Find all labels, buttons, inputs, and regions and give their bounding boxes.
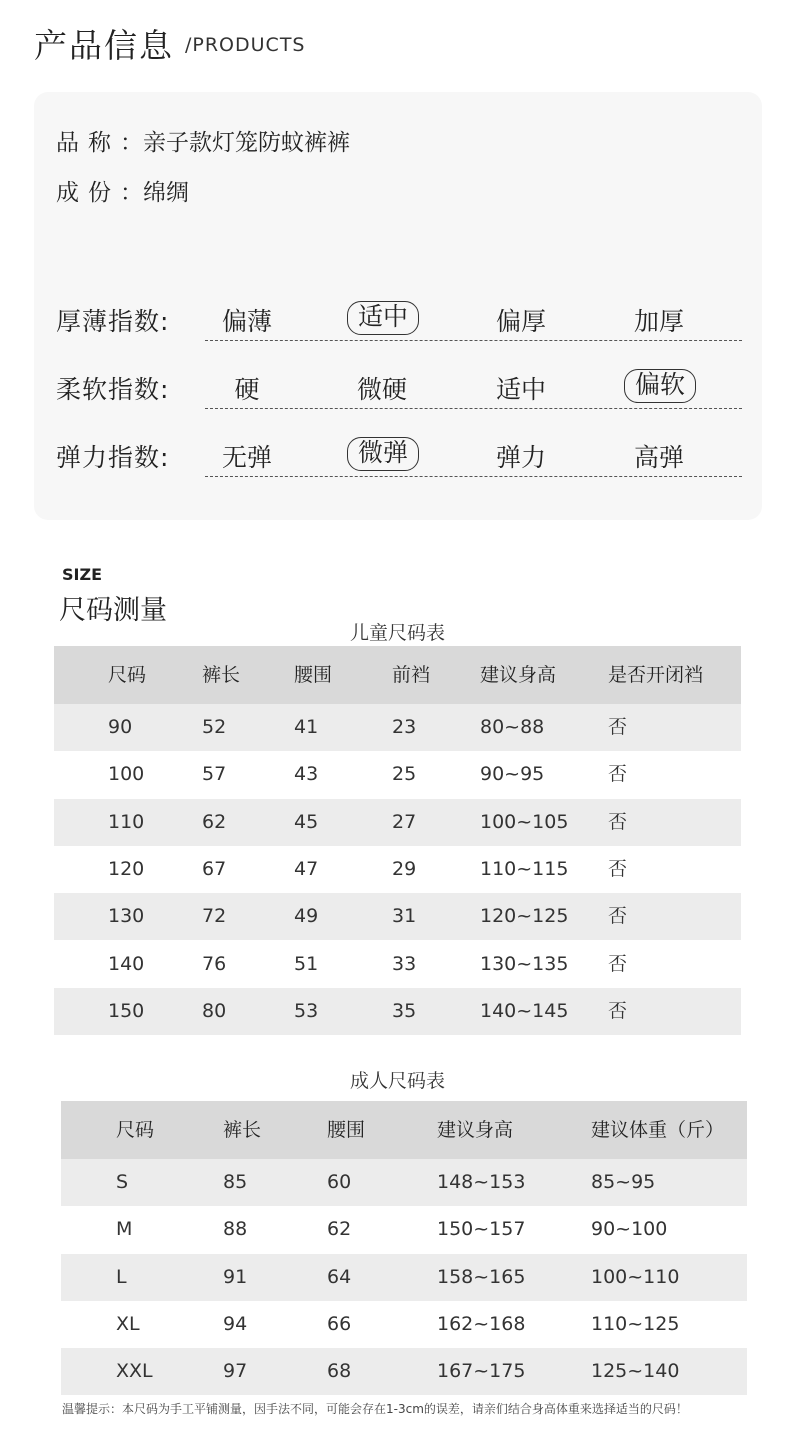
table-cell: 否: [608, 857, 628, 880]
page-subtitle: /PRODUCTS: [185, 34, 306, 56]
index-option: 微硬: [356, 375, 407, 404]
table-cell: 130: [108, 905, 145, 928]
table-cell: 140: [108, 952, 145, 975]
page-title: 产品信息: [34, 26, 174, 65]
dashed-divider: [205, 476, 742, 477]
table-cell: 49: [294, 905, 319, 928]
table-cell: 140~145: [480, 999, 569, 1022]
table-row: [61, 1301, 747, 1348]
table-cell: 52: [202, 716, 227, 738]
table-cell: 80: [202, 999, 227, 1022]
table-cell: 158~165: [437, 1265, 526, 1288]
table-cell: L: [116, 1265, 127, 1288]
table-cell: 45: [294, 810, 319, 833]
table-cell: 100~105: [480, 810, 569, 833]
table-row: [61, 1206, 747, 1253]
table-row: [61, 1348, 747, 1395]
index-option-selected: 适中: [347, 301, 419, 335]
index-option-selected: 微弹: [347, 437, 419, 471]
material-value: ：绵绸: [120, 180, 189, 206]
table-cell: 33: [392, 952, 417, 975]
table-cell: 167~175: [437, 1360, 526, 1383]
table-cell: 150: [108, 999, 145, 1022]
table-cell: 否: [608, 763, 628, 786]
table-cell: 76: [202, 952, 227, 975]
table-cell: 90~100: [591, 1218, 668, 1241]
dashed-divider: [205, 408, 742, 409]
adult-table-title: 成人尺码表: [349, 1070, 445, 1092]
index-option: 偏厚: [495, 307, 546, 336]
table-cell: 53: [294, 999, 319, 1022]
table-cell: 23: [392, 716, 417, 738]
kids-table-title: 儿童尺码表: [349, 622, 445, 644]
table-cell: 85~95: [591, 1171, 656, 1193]
index-option: 偏薄: [221, 307, 272, 336]
table-row: [54, 988, 741, 1035]
table-cell: 120~125: [480, 905, 569, 928]
table-cell: 162~168: [437, 1312, 526, 1335]
table-row: [54, 704, 741, 751]
table-header-cell: 尺码: [116, 1119, 155, 1141]
table-cell: 90~95: [480, 763, 545, 786]
index-label: 柔软指数:: [56, 375, 170, 404]
table-header-cell: 尺码: [108, 664, 147, 686]
table-cell: 110~115: [480, 857, 569, 880]
table-header-cell: 建议体重（斤）: [591, 1119, 725, 1141]
table-cell: 125~140: [591, 1360, 680, 1383]
table-cell: 60: [327, 1171, 352, 1193]
table-header-cell: 建议身高: [437, 1119, 514, 1141]
product-name-line: [56, 124, 350, 157]
table-cell: 31: [392, 905, 417, 928]
table-cell: 47: [294, 857, 319, 880]
table-header-cell: 前裆: [392, 664, 431, 686]
table-cell: 64: [327, 1265, 352, 1288]
table-cell: 110: [108, 810, 145, 833]
table-row: [54, 751, 741, 798]
table-header-cell: 建议身高: [480, 664, 557, 686]
table-header-cell: 腰围: [327, 1119, 366, 1141]
table-cell: 否: [608, 999, 628, 1022]
table-cell: 94: [223, 1312, 248, 1335]
material-line: [56, 174, 189, 207]
table-cell: 否: [608, 952, 628, 975]
table-cell: 110~125: [591, 1312, 680, 1335]
table-cell: 66: [327, 1312, 352, 1335]
index-option: 弹力: [495, 443, 546, 472]
table-cell: 67: [202, 857, 227, 880]
measurement-note: 温馨提示：本尺码为手工平铺测量，因手法不同，可能会存在1-3cm的误差，请亲们结合身高体重来选择适当的尺码！: [62, 1402, 688, 1416]
product-name-value: ：亲子款灯笼防蚊裤裤: [120, 130, 350, 156]
table-cell: S: [116, 1171, 129, 1193]
table-cell: 97: [223, 1360, 248, 1383]
table-cell: 85: [223, 1171, 248, 1193]
table-cell: 91: [223, 1265, 248, 1288]
index-label: 弹力指数:: [56, 443, 170, 472]
table-header-cell: 是否开闭裆: [608, 664, 704, 686]
product-name-label: 品称: [56, 130, 120, 156]
table-cell: 25: [392, 763, 417, 786]
table-row: [61, 1254, 747, 1301]
table-header-row: [54, 646, 741, 704]
table-row: [54, 799, 741, 846]
index-label: 厚薄指数:: [56, 307, 170, 336]
table-header-cell: 腰围: [294, 664, 333, 686]
table-cell: M: [116, 1218, 133, 1241]
table-cell: 120: [108, 857, 145, 880]
table-cell: 41: [294, 716, 319, 738]
table-row: [54, 893, 741, 940]
table-cell: 80~88: [480, 716, 545, 738]
table-cell: XL: [116, 1312, 140, 1335]
table-cell: 100~110: [591, 1265, 680, 1288]
size-label-cn: 尺码测量: [59, 595, 167, 626]
table-cell: 68: [327, 1360, 352, 1383]
table-cell: 否: [608, 905, 628, 928]
table-cell: 130~135: [480, 952, 569, 975]
table-cell: 100: [108, 763, 145, 786]
size-label-en: SIZE: [62, 565, 103, 584]
material-label: 成份: [56, 180, 120, 206]
table-cell: 57: [202, 763, 227, 786]
table-cell: 62: [327, 1218, 352, 1241]
index-option-selected: 偏软: [624, 369, 696, 403]
table-header-cell: 裤长: [223, 1119, 262, 1141]
table-cell: 否: [608, 810, 628, 833]
table-cell: 否: [608, 716, 628, 738]
table-cell: 29: [392, 857, 417, 880]
index-option: 适中: [495, 375, 546, 404]
table-cell: 62: [202, 810, 227, 833]
table-cell: 43: [294, 763, 319, 786]
table-header-row: [61, 1101, 747, 1159]
table-cell: 148~153: [437, 1171, 526, 1193]
table-row: [54, 941, 741, 988]
table-cell: 90: [108, 716, 133, 738]
table-cell: 150~157: [437, 1218, 526, 1241]
table-cell: 51: [294, 952, 319, 975]
table-cell: 27: [392, 810, 417, 833]
table-cell: 72: [202, 905, 227, 928]
table-header-cell: 裤长: [202, 664, 241, 686]
index-option: 硬: [234, 375, 260, 404]
table-cell: XXL: [116, 1360, 153, 1383]
table-cell: 35: [392, 999, 417, 1022]
index-option: 无弹: [221, 443, 272, 472]
table-cell: 88: [223, 1218, 248, 1241]
table-row: [54, 846, 741, 893]
index-option: 加厚: [633, 307, 684, 336]
index-option: 高弹: [633, 443, 684, 472]
dashed-divider: [205, 340, 742, 341]
table-row: [61, 1159, 747, 1206]
